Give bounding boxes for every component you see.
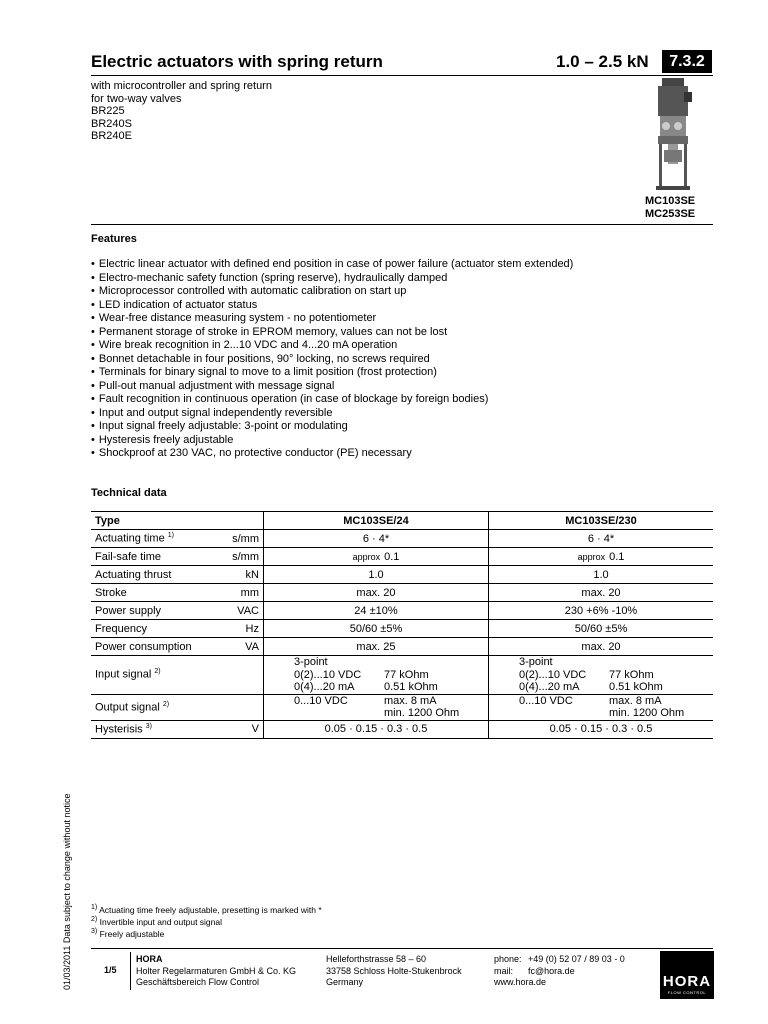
approx-label: approx (577, 551, 606, 562)
value-text: max. 8 mA (383, 694, 437, 707)
subtitle-line: BR225 (91, 105, 125, 117)
feature-item: • Fault recognition in continuous operation (in case of blockage by foreign bodies) (91, 393, 573, 407)
table-row (91, 602, 713, 620)
row-value-b: 230 +6% -10% (488, 602, 713, 620)
row-label: Frequency (91, 620, 203, 638)
subtitle-line: BR240E (91, 130, 132, 142)
side-note: 01/03/2011 Data subject to change without notice (62, 793, 72, 990)
row-label: Power consumption (91, 638, 203, 656)
row-value-a: 50/60 ±5% (263, 620, 488, 638)
value-text: min. 1200 Ohm (383, 707, 460, 719)
value-text: 0...10 VDC (293, 694, 348, 707)
row-unit (203, 694, 264, 720)
feature-item: • Input and output signal independently reversible (91, 407, 573, 421)
row-label (91, 694, 203, 720)
feature-item: • Permanent storage of stroke in EPROM memory, values can not be lost (91, 326, 573, 340)
address-street: Helleforthstrasse 58 – 60 (326, 954, 427, 964)
section-number: 7.3.2 (662, 50, 712, 73)
spacer (609, 656, 709, 669)
feature-item: • Bonnet detachable in four positions, 90° locking, no screws required (91, 353, 573, 367)
actuator-product-image (648, 78, 698, 194)
row-value-a (263, 548, 488, 566)
row-label-text: Actuating time (95, 532, 165, 545)
row-unit (203, 656, 264, 695)
footnotes (91, 903, 322, 938)
footnote-ref: 2) (162, 700, 170, 708)
row-label (91, 720, 203, 738)
logo-text: HORA (662, 973, 712, 990)
value-text: 0(2)...10 VDC (293, 668, 362, 681)
row-label-text: Output signal (95, 701, 160, 714)
row-unit: mm (203, 584, 264, 602)
footer-rule (91, 948, 713, 949)
subtitle-block (91, 80, 272, 143)
row-unit: kN (203, 566, 264, 584)
type-header: Type (91, 512, 203, 530)
subtitle-line: for two-way valves (91, 92, 182, 105)
value-text: 77 kOhm (608, 668, 654, 681)
row-value-b: max. 20 (488, 638, 713, 656)
row-value-b (488, 656, 713, 695)
address-country: Germany (326, 977, 364, 987)
model-name: MC103SE (645, 195, 696, 207)
value-text: max. 8 mA (608, 694, 662, 707)
value-text: 0.51 kOhm (608, 681, 663, 693)
subtitle-line: BR240S (91, 117, 132, 130)
row-value-b: 1.0 (488, 566, 713, 584)
feature-item: • Microprocessor controlled with automatic calibration on start up (91, 285, 573, 299)
row-value-b: 50/60 ±5% (488, 620, 713, 638)
row-label: Power supply (91, 602, 203, 620)
footnote (91, 915, 322, 927)
table-row (91, 620, 713, 638)
footnote-text: Invertible input and output signal (99, 916, 223, 927)
feature-item: • Input signal freely adjustable: 3-point or modulating (91, 420, 573, 434)
website-link[interactable]: www.hora.de (494, 977, 547, 987)
row-unit: s/mm (203, 530, 264, 548)
value-text: 0(4)...20 mA (518, 681, 580, 693)
row-unit: s/mm (203, 548, 264, 566)
page-title: Electric actuators with spring return (91, 52, 383, 71)
output-signal-grid (268, 695, 484, 720)
feature-item: • Hysteresis freely adjustable (91, 434, 573, 448)
company-division: Geschäftsbereich Flow Control (136, 977, 260, 987)
section-rule (91, 224, 713, 225)
table-row (91, 720, 713, 738)
row-unit: VA (203, 638, 264, 656)
footnote-text: Freely adjustable (99, 928, 165, 939)
value-text: 0.1 (609, 550, 625, 563)
row-value-a: max. 25 (263, 638, 488, 656)
row-value-a: 0.05 · 0.15 · 0.3 · 0.5 (263, 720, 488, 738)
value-text: 0(4)...20 mA (293, 681, 355, 693)
footnote-ref: 3) (145, 722, 152, 730)
footer-divider (130, 952, 131, 990)
company-name (136, 954, 296, 966)
footer-company (136, 954, 296, 989)
row-unit: V (203, 720, 264, 738)
footnote-text: Actuating time freely adjustable, presetting is marked with * (99, 904, 322, 915)
value-text: 0...10 VDC (518, 694, 573, 707)
row-value-b: 0.05 · 0.15 · 0.3 · 0.5 (488, 720, 713, 738)
row-value-b (488, 694, 713, 720)
spacer (519, 707, 609, 720)
row-value-a: 24 ±10% (263, 602, 488, 620)
feature-item: • Electro-mechanic safety function (spring reserve), hydraulically damped (91, 272, 573, 286)
company-full: Holter Regelarmaturen GmbH & Co. KG (136, 965, 297, 976)
hora-logo (660, 951, 714, 999)
technical-data-table (91, 511, 713, 739)
row-unit: Hz (203, 620, 264, 638)
subtitle-line: with microcontroller and spring return (91, 80, 272, 92)
table-row (91, 656, 713, 695)
feature-item: • Electric linear actuator with defined end position in case of power failure (actuator stem extended) (91, 258, 573, 272)
row-value-a: 1.0 (263, 566, 488, 584)
row-label-text: Input signal (95, 669, 152, 682)
table-row (91, 548, 713, 566)
row-label (91, 530, 203, 548)
table-row (91, 566, 713, 584)
footnote-ref: 1) (167, 532, 174, 540)
footnote-number: 1) (91, 904, 98, 911)
footnote (91, 903, 322, 915)
page-number: 1/5 (104, 965, 117, 975)
contact-mail (494, 966, 625, 978)
company-short: HORA (136, 954, 163, 964)
table-header-row (91, 512, 713, 530)
value-text: 3-point (293, 656, 328, 668)
row-value-a: max. 20 (263, 584, 488, 602)
spacer (384, 656, 484, 669)
feature-item: • Shockproof at 230 VAC, no protective conductor (PE) necessary (91, 447, 573, 461)
row-value-a (263, 694, 488, 720)
mail-value[interactable]: fc@hora.de (528, 965, 575, 976)
input-signal-grid (268, 656, 484, 694)
table-row (91, 584, 713, 602)
row-value-a: 6 · 4* (263, 530, 488, 548)
value-text: 0(2)...10 VDC (518, 668, 587, 681)
phone-label: phone: (494, 954, 522, 964)
output-signal-grid (493, 695, 709, 720)
feature-item: • Terminals for binary signal to move to a limit position (frost protection) (91, 366, 573, 380)
feature-item: • LED indication of actuator status (91, 299, 573, 313)
footnote-number: 2) (91, 915, 98, 923)
table-row (91, 694, 713, 720)
footnote (91, 927, 322, 939)
force-range: 1.0 – 2.5 kN (556, 52, 649, 71)
row-value-a (263, 656, 488, 695)
footnote-ref: 2) (154, 668, 161, 676)
value-text: 0.51 kOhm (383, 681, 438, 693)
approx-label: approx (352, 551, 381, 562)
input-signal-grid (493, 656, 709, 694)
row-label: Actuating thrust (91, 566, 203, 584)
feature-item: • Wire break recognition in 2...10 VDC and 4...20 mA operation (91, 339, 573, 353)
value-text: 0.1 (384, 550, 400, 563)
footer-address (326, 954, 462, 989)
row-value-b: max. 20 (488, 584, 713, 602)
features-list (91, 258, 573, 461)
features-heading: Features (91, 233, 137, 245)
row-unit: VAC (203, 602, 264, 620)
table-row (91, 638, 713, 656)
logo-subtext: FLOW CONTROL (667, 990, 707, 995)
value-text: 3-point (518, 656, 553, 668)
spacer (294, 707, 384, 720)
row-label: Fail-safe time (91, 548, 203, 566)
footer-contact (494, 954, 625, 989)
table-row (91, 530, 713, 548)
model-list (645, 195, 695, 221)
row-label (91, 656, 203, 695)
mail-label: mail: (494, 965, 514, 976)
row-value-b (488, 548, 713, 566)
address-city: 33758 Schloss Holte-Stukenbrock (326, 965, 462, 976)
model-name: MC253SE (645, 208, 696, 220)
footnote-number: 3) (91, 927, 98, 935)
unit-header (203, 512, 264, 530)
row-label: Stroke (91, 584, 203, 602)
header-rule (91, 75, 713, 76)
model-a-header: MC103SE/24 (263, 512, 488, 530)
feature-item: • Wear-free distance measuring system - no potentiometer (91, 312, 573, 326)
row-label-text: Hysterisis (95, 723, 143, 736)
contact-phone (494, 954, 625, 966)
value-text: min. 1200 Ohm (608, 707, 685, 719)
model-b-header: MC103SE/230 (488, 512, 713, 530)
value-text: 77 kOhm (383, 668, 429, 681)
row-value-b: 6 · 4* (488, 530, 713, 548)
feature-item: • Pull-out manual adjustment with message signal (91, 380, 573, 394)
technical-data-heading: Technical data (91, 487, 167, 499)
phone-value: +49 (0) 52 07 / 89 03 - 0 (528, 954, 625, 964)
